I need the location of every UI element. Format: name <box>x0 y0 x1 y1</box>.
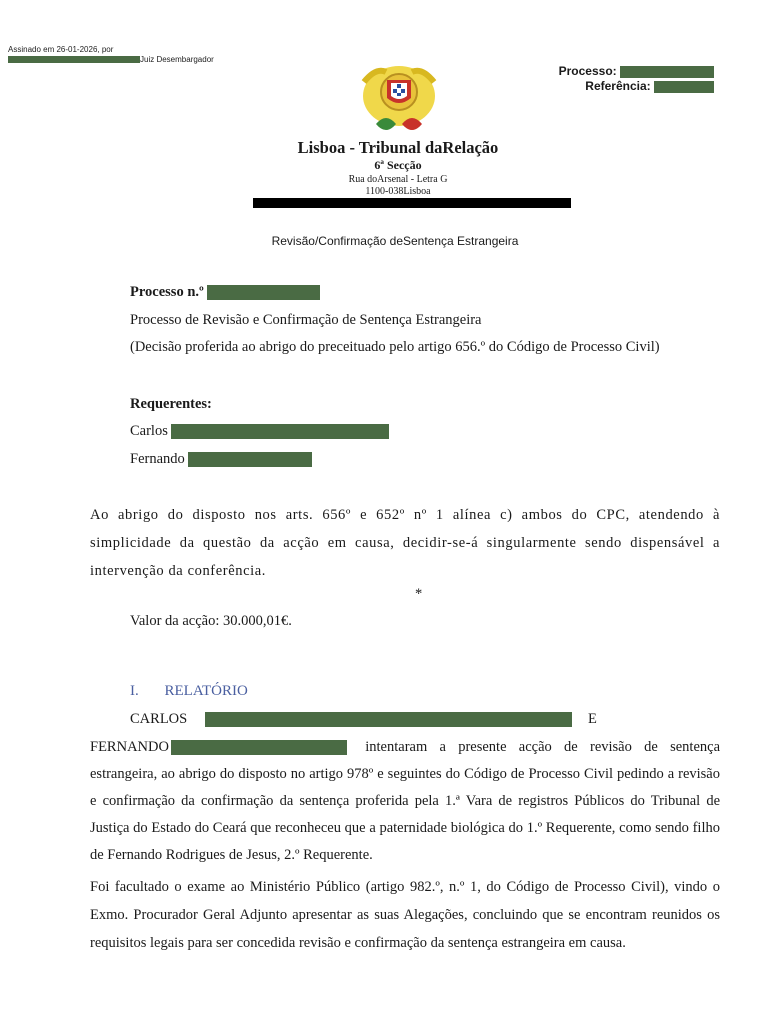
requerente-1 <box>130 423 389 440</box>
court-section: 6ª Secção <box>374 158 422 172</box>
relatorio-carlos-line <box>130 711 720 728</box>
requerentes-label: Requerentes: <box>130 396 212 412</box>
redaction <box>8 56 140 63</box>
valor-accao: Valor da acção: 30.000,01€. <box>130 613 292 629</box>
name-fernando: FERNANDO <box>90 739 169 755</box>
processo-number <box>130 284 320 301</box>
court-address-2: 1100-038Lisboa <box>365 186 431 197</box>
signer-role: Juiz Desembargador <box>140 55 214 64</box>
relatorio-paragraph-2: Foi facultado o exame ao Ministério Público (artigo 982.º, n.º 1, do Código de Processo Civil), vindo o Exmo. Procurador Geral Adjunto apresentar as suas Alegações, concluindo que se encontram reunidos os requisitos legais para ser concedida revisão e confirmação da sentença estrangeira em causa. <box>90 879 720 951</box>
section-number: I. <box>130 683 139 699</box>
referencia-label: Referência: <box>585 79 651 93</box>
relatorio-text: intentaram a presente acção de revisão de sentença estrangeira, ao abrigo do disposto no artigo 978º e seguintes do Código de Processo Civil pedindo a revisão e confirmação da confirmação da sentença proferida pela 1.ª Vara de registros Públicos do Tribunal de Justiça do Estado do Ceará que reconheceu que a paternidade biológica do 1.º Requerente, como sendo filho de Fernando Rodrigues de Jesus, 2.º Requerente. <box>90 739 721 863</box>
section-heading <box>130 683 248 700</box>
name-carlos: CARLOS <box>130 711 188 727</box>
redaction <box>171 740 347 755</box>
redaction <box>171 424 389 439</box>
requerente-name: Fernando <box>130 451 185 467</box>
processo-label: Processo: <box>558 64 617 78</box>
separator: * <box>415 586 423 602</box>
redaction <box>205 712 572 727</box>
court-title: Lisboa - Tribunal daRelação <box>297 138 499 157</box>
signature-line: Assinado em 26-01-2026, por <box>8 45 114 54</box>
redaction <box>207 285 320 300</box>
document-type: Revisão/Confirmação deSentença Estrangeira <box>271 234 519 248</box>
section-title: RELATÓRIO <box>164 683 248 699</box>
processo-label: Processo n.º <box>130 284 204 300</box>
redaction <box>654 81 714 93</box>
redaction <box>620 66 714 78</box>
processo-note: (Decisão proferida ao abrigo do preceituado pelo artigo 656.º do Código de Processo Civil) <box>130 339 660 355</box>
processo-description: Processo de Revisão e Confirmação de Sentença Estrangeira <box>130 312 482 328</box>
redaction-bar <box>253 198 571 208</box>
header-processo <box>559 64 714 78</box>
header-referencia <box>585 79 714 93</box>
coat-of-arms-icon <box>356 62 442 140</box>
intro-paragraph: Ao abrigo do disposto nos arts. 656º e 652º nº 1 alínea c) ambos do CPC, atendendo à simplicidade da questão da acção em causa, decidir-se-á singularmente sendo dispensável a intervenção da conferência. <box>90 507 720 579</box>
requerente-2 <box>130 451 312 468</box>
requerente-name: Carlos <box>130 423 168 439</box>
redaction <box>188 452 312 467</box>
relatorio-paragraph <box>90 734 720 869</box>
signature-signer <box>8 55 214 64</box>
conjunction: E <box>588 711 597 727</box>
court-address-1: Rua doArsenal - Letra G <box>348 174 448 185</box>
